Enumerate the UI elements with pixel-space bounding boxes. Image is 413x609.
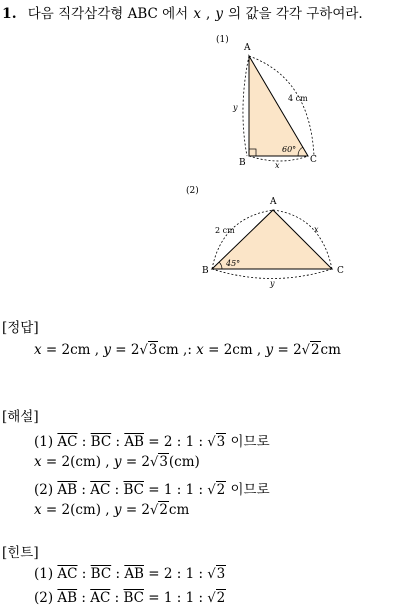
hint2-seg-1: $\overline{AB}$	[57, 590, 78, 606]
exp4-end: cm	[168, 502, 190, 518]
hint1-seg-3: $\overline{AB}$	[124, 566, 144, 582]
ans-y2: y	[265, 342, 274, 358]
exp2-eq1: = 2(cm) ,	[41, 454, 114, 470]
exp4-x: x	[34, 502, 42, 518]
ans-sqrt-2: √2	[301, 342, 320, 358]
figure-2-vertex-b: B	[202, 266, 209, 276]
figure-2-label-ab: 2 cm	[215, 226, 235, 235]
exp4-eq2: = 2	[121, 502, 151, 518]
hint2-seg-3: $\overline{BC}$	[123, 590, 144, 606]
exp3-seg-2: $\overline{AC}$	[90, 482, 111, 498]
explanation-line-1	[34, 430, 270, 450]
question-number: 1.	[2, 6, 17, 22]
figure-1-index: (1)	[216, 35, 229, 45]
figure-1-label-hyp: 4 cm	[288, 94, 308, 103]
exp3-seg-1: $\overline{AB}$	[57, 482, 78, 498]
question-suffix: 의 값을 각각 구하여라.	[228, 6, 363, 22]
hint2-seg-2: $\overline{AC}$	[90, 590, 111, 606]
figure-2-label-x: x	[314, 225, 319, 234]
exp1-colon-1: :	[77, 434, 91, 450]
figure-1-triangle	[200, 28, 340, 170]
exp3-tail: 이므로	[226, 482, 270, 498]
hint1-num: (1)	[34, 566, 58, 582]
exp1-num: (1)	[34, 434, 58, 450]
hint2-colon-2: :	[110, 590, 124, 606]
ans-eq3: = 2cm ,	[203, 342, 266, 358]
exp4-y: y	[113, 502, 122, 518]
figure-2-index: (2)	[186, 186, 199, 196]
explanation-line-3	[34, 478, 270, 498]
ans-mid: cm ,:	[158, 342, 197, 358]
answer-line	[34, 342, 341, 358]
question-line	[2, 2, 363, 22]
figure-1-vertex-a: A	[244, 43, 251, 53]
exp1-colon-2: :	[111, 434, 125, 450]
ans-sqrt-1: √3	[139, 342, 158, 358]
figure-2-arc-bottom	[212, 269, 332, 279]
answer-heading: [정답]	[2, 320, 39, 336]
figure-2-vertex-c: C	[337, 266, 344, 276]
explanation-line-2	[34, 454, 200, 470]
question-prefix: 다음 직각삼각형 ABC 에서	[27, 6, 189, 22]
hint-line-1	[34, 566, 226, 582]
exp1-tail: 이므로	[226, 434, 270, 450]
var-y: y	[215, 6, 224, 22]
hint2-colon-1: :	[77, 590, 91, 606]
exp2-eq2: = 2	[121, 454, 151, 470]
explanation-heading: [해설]	[2, 409, 39, 425]
exp4-eq1: = 2(cm) ,	[41, 502, 114, 518]
hint2-ratio: = 1 : 1 :	[143, 590, 208, 606]
explanation-line-4	[34, 502, 189, 518]
hint1-seg-2: $\overline{BC}$	[90, 566, 112, 582]
hint1-colon-1: :	[77, 566, 91, 582]
exp1-sqrt: √3	[207, 434, 226, 450]
figure-2-angle-label: 45°	[226, 259, 241, 268]
figure-1-vertex-b: B	[239, 158, 246, 168]
exp1-ratio: = 2 : 1 :	[143, 434, 208, 450]
exp3-ratio: = 1 : 1 :	[143, 482, 208, 498]
figure-2-vertex-a: A	[270, 197, 277, 207]
exp3-seg-3: $\overline{BC}$	[123, 482, 144, 498]
figure-2-triangle	[180, 180, 360, 290]
comma: ,	[206, 6, 211, 22]
exp2-x: x	[34, 454, 42, 470]
exp1-seg-3: $\overline{AB}$	[124, 434, 144, 450]
hint2-rad: 2	[216, 590, 226, 606]
hint-line-2	[34, 590, 226, 606]
figure-1-fill	[249, 56, 308, 156]
ans-y: y	[103, 342, 111, 358]
figure-1-label-y: y	[233, 103, 238, 112]
ans-end: cm	[320, 342, 341, 358]
exp3-colon-1: :	[77, 482, 91, 498]
hint2-sqrt: √2	[207, 590, 226, 606]
exp4-sqrt: √2	[150, 502, 168, 518]
ans-eq4: = 2	[273, 342, 302, 358]
hint2-num: (2)	[34, 590, 58, 606]
exp4-rad: 2	[159, 502, 168, 518]
ans-rad1: 3	[148, 342, 158, 358]
exp3-num: (2)	[34, 482, 58, 498]
exp3-sqrt: √2	[207, 482, 226, 498]
exp1-seg-2: $\overline{BC}$	[90, 434, 112, 450]
exp2-rad: 3	[159, 454, 168, 470]
ans-x2: x	[196, 342, 204, 358]
exp1-rad: 3	[216, 434, 226, 450]
ans-rad2: 2	[310, 342, 320, 358]
figure-1-arc-left	[243, 56, 249, 156]
hint1-sqrt: √3	[207, 566, 226, 582]
hint1-seg-1: $\overline{AC}$	[57, 566, 78, 582]
ans-x: x	[34, 342, 42, 358]
ans-eq2: = 2	[111, 342, 140, 358]
exp3-rad: 2	[216, 482, 226, 498]
exp1-seg-1: $\overline{AC}$	[57, 434, 78, 450]
exp2-sqrt: √3	[150, 454, 168, 470]
ans-eq1: = 2cm ,	[41, 342, 104, 358]
hint1-colon-2: :	[111, 566, 125, 582]
hint1-rad: 3	[216, 566, 226, 582]
figure-1-angle-label: 60°	[282, 145, 297, 154]
hint-heading: [힌트]	[2, 545, 39, 561]
var-x: x	[193, 6, 201, 22]
exp3-colon-2: :	[110, 482, 124, 498]
figure-1-vertex-c: C	[310, 155, 317, 165]
figure-1-label-x: x	[275, 161, 280, 170]
exp2-y: y	[113, 454, 122, 470]
figure-2-label-y: y	[270, 279, 275, 288]
exp2-end: (cm)	[168, 454, 200, 470]
hint1-ratio: = 2 : 1 :	[143, 566, 208, 582]
